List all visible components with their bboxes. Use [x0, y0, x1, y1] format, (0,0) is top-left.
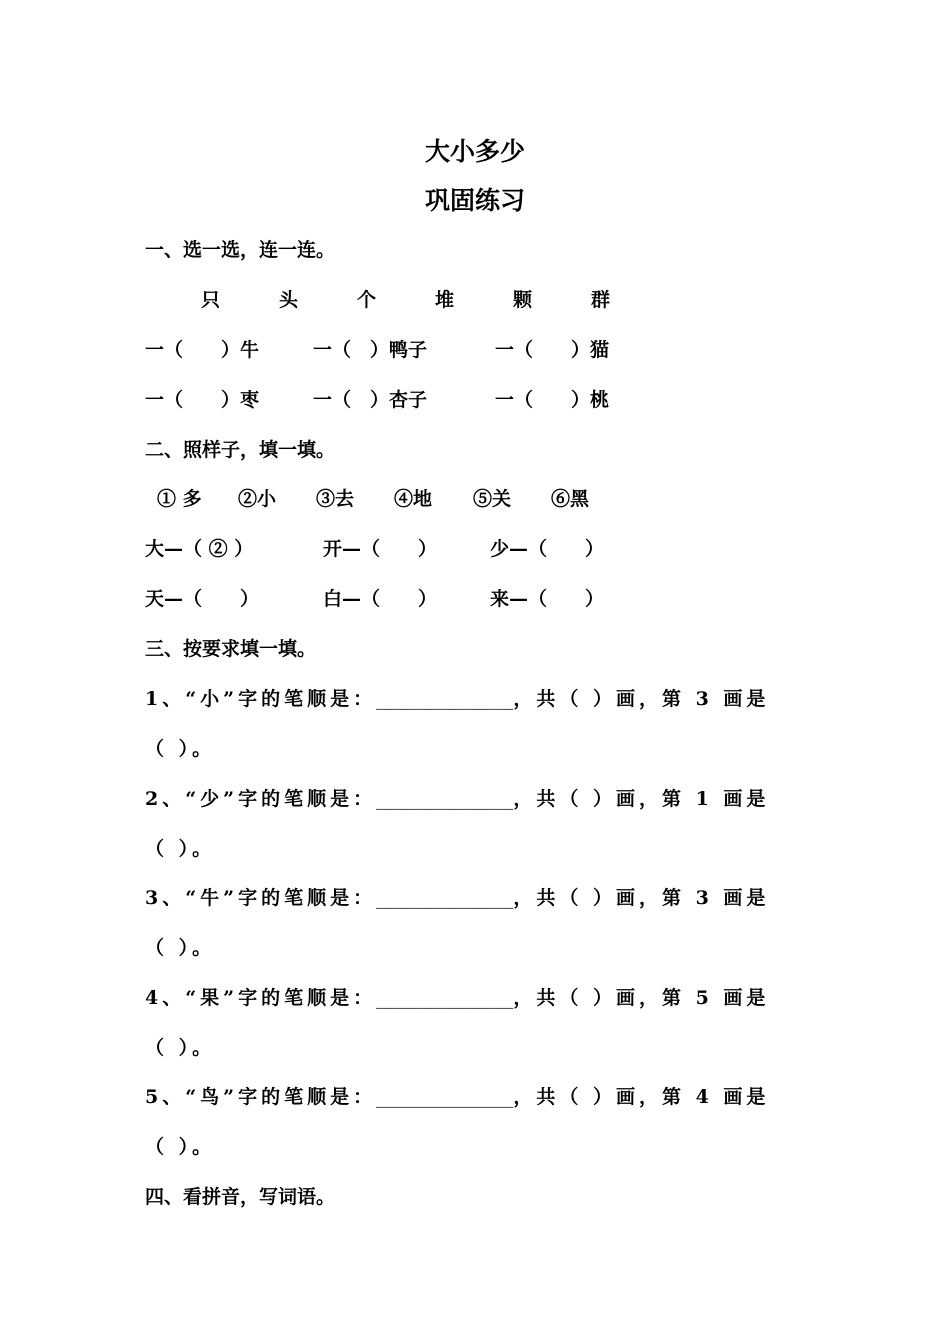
section4-heading: 四、看拼音，写词语。: [145, 1186, 336, 1208]
section1-word-bank: [145, 288, 645, 312]
answer-blank: ____________: [376, 887, 514, 909]
answer-blank: ____________: [376, 688, 514, 710]
fill-in-item: 大—（ ② ）: [145, 538, 254, 560]
question-tail: （ ）。: [145, 1037, 216, 1059]
question-tail: （ ）。: [145, 937, 216, 959]
question-prefix: 3、“牛”字的笔顺是：: [145, 887, 377, 909]
question-prefix: 5、“鸟”字的笔顺是：: [145, 1086, 377, 1108]
stroke-order-question: [145, 687, 769, 711]
fill-in-item: 一（ ）牛: [145, 339, 260, 361]
option-item: ⑤关: [473, 488, 512, 510]
word-bank-item: 个: [357, 289, 377, 311]
page-title: 大小多少: [424, 137, 525, 166]
option-item: ④地: [394, 488, 433, 510]
fill-in-item: 白—（ ）: [323, 588, 438, 610]
fill-in-item: 少—（ ）: [490, 538, 605, 560]
option-item: ① 多: [157, 488, 202, 510]
question-suffix: ，共（ ）画，第 3 画是: [513, 688, 770, 710]
section1-row: [145, 388, 645, 412]
fill-in-item: 一（ ）桃: [495, 389, 610, 411]
section2-options: [145, 487, 615, 511]
word-bank-item: 颗: [513, 289, 533, 311]
word-bank-item: 堆: [435, 289, 455, 311]
fill-in-item: 一（ ）鸭子: [313, 339, 428, 361]
stroke-order-question: [145, 1085, 769, 1109]
option-item: ③去: [316, 488, 355, 510]
question-suffix: ，共（ ）画，第 4 画是: [513, 1086, 770, 1108]
answer-blank: ____________: [376, 1086, 514, 1108]
option-item: ⑥黑: [551, 488, 590, 510]
section2-heading: 二、照样子，填一填。: [145, 439, 336, 461]
question-prefix: 2、“少”字的笔顺是：: [145, 788, 377, 810]
fill-in-item: 一（ ）猫: [495, 339, 610, 361]
option-item: ②小: [238, 488, 277, 510]
section2-row: [145, 587, 625, 611]
question-tail: （ ）。: [145, 738, 216, 760]
section1-heading: 一、选一选，连一连。: [145, 239, 336, 261]
question-tail: （ ）。: [145, 838, 216, 860]
section3-heading: 三、按要求填一填。: [145, 638, 317, 660]
fill-in-item: 一（ ）枣: [145, 389, 260, 411]
question-prefix: 1、“小”字的笔顺是：: [145, 688, 377, 710]
answer-blank: ____________: [376, 788, 514, 810]
question-prefix: 4、“果”字的笔顺是：: [145, 987, 377, 1009]
fill-in-item: 天—（ ）: [145, 588, 260, 610]
section1-row: [145, 338, 645, 362]
question-tail: （ ）。: [145, 1136, 216, 1158]
question-suffix: ，共（ ）画，第 3 画是: [513, 887, 770, 909]
word-bank-item: 头: [279, 289, 299, 311]
question-suffix: ，共（ ）画，第 5 画是: [513, 987, 770, 1009]
section2-row: [145, 537, 625, 561]
stroke-order-question: [145, 986, 769, 1010]
fill-in-item: 一（ ）杏子: [313, 389, 428, 411]
word-bank-item: 群: [591, 289, 611, 311]
page-subtitle: 巩固练习: [424, 186, 525, 215]
word-bank-item: 只: [201, 289, 221, 311]
question-suffix: ，共（ ）画，第 1 画是: [513, 788, 770, 810]
fill-in-item: 来—（ ）: [490, 588, 605, 610]
stroke-order-question: [145, 886, 769, 910]
fill-in-item: 开—（ ）: [323, 538, 438, 560]
answer-blank: ____________: [376, 987, 514, 1009]
stroke-order-question: [145, 787, 769, 811]
